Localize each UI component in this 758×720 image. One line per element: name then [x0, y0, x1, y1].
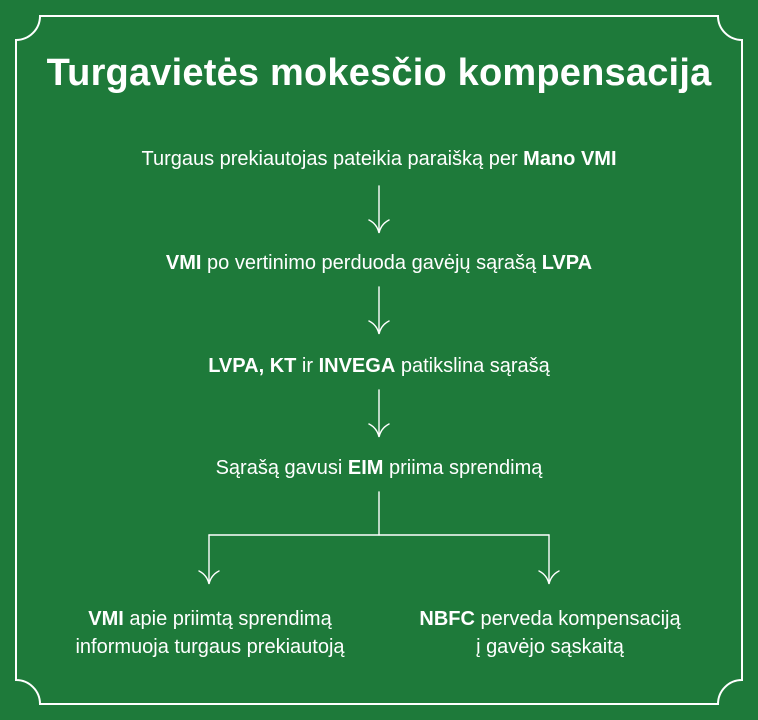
text-run: Turgaus prekiautojas pateikia paraišką per [141, 148, 524, 170]
bold-term: EIM [347, 457, 384, 479]
outcome-right-nbfc-transfer [390, 605, 710, 661]
bold-term: LVPA, KT [208, 355, 297, 377]
step-3-clarify-list [0, 353, 758, 379]
text-run: į gavėjo sąskaitą [476, 636, 624, 658]
step-1-apply [0, 146, 758, 172]
outcome-left-line-1 [30, 605, 390, 633]
bold-term: Mano VMI [523, 148, 617, 170]
outcome-left-vmi-inform [30, 605, 390, 661]
bold-term: VMI [88, 608, 124, 630]
text-run: informuoja turgaus prekiautoją [75, 636, 345, 658]
outcome-left-line-2 [30, 633, 390, 661]
text-run: apie priimtą sprendimą [123, 608, 332, 630]
flow-arrow-left [199, 535, 219, 584]
branch-connector [209, 492, 549, 535]
bold-term: LVPA [541, 252, 593, 274]
text-run: patikslina sąrašą [395, 355, 550, 377]
flow-arrow-right [539, 535, 559, 584]
bold-term: INVEGA [318, 355, 396, 377]
flow-arrow-3 [369, 390, 389, 437]
text-run: perveda kompensaciją [474, 608, 681, 630]
text-run: Sąrašą gavusi [215, 457, 348, 479]
outcome-right-line-1 [390, 605, 710, 633]
diagram-title: Turgavietės mokesčio kompensacija [46, 52, 712, 94]
bold-term: VMI [165, 252, 202, 274]
bold-term: NBFC [419, 608, 475, 630]
text-run: priima sprendimą [383, 457, 543, 479]
outcome-right-line-2 [390, 633, 710, 661]
text-run: po vertinimo perduoda gavėjų sąrašą [201, 252, 542, 274]
step-2-vmi-transfer [0, 250, 758, 276]
flow-arrow-2 [369, 287, 389, 334]
step-4-eim-decision [0, 455, 758, 481]
flow-arrow-1 [369, 186, 389, 233]
text-run: ir [296, 355, 319, 377]
